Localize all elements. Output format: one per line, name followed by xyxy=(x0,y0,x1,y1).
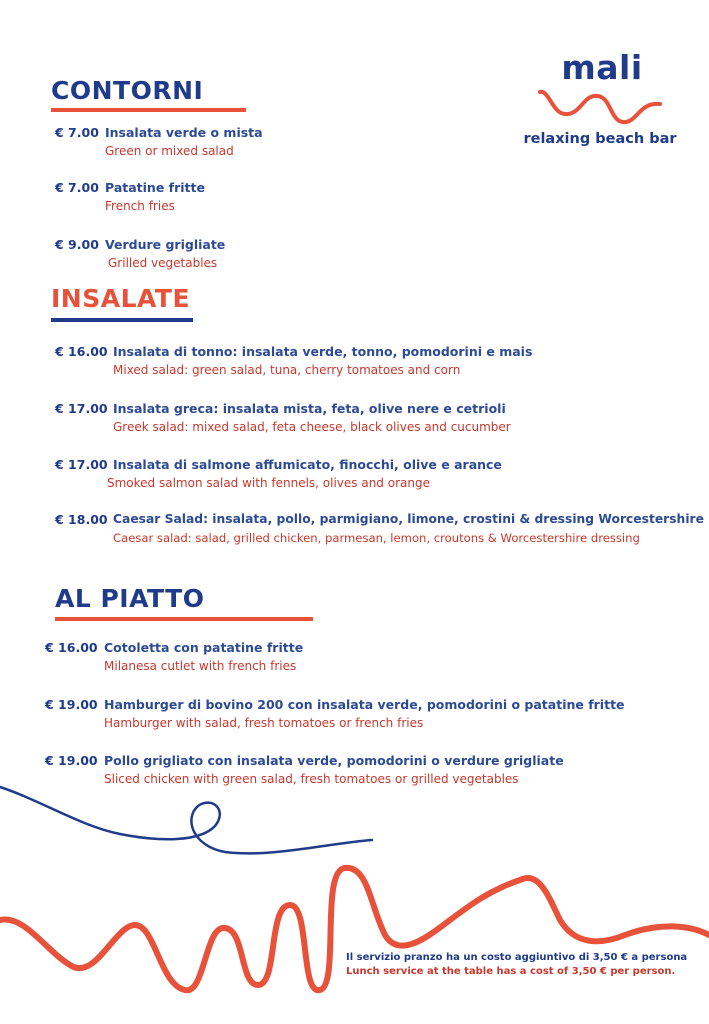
section-rule-contorni xyxy=(51,108,246,112)
item-translation: Hamburger with salad, fresh tomatoes or french fries xyxy=(104,716,424,730)
item-translation: French fries xyxy=(105,199,175,213)
item-translation: Caesar salad: salad, grilled chicken, parmesan, lemon, croutons & Worcestershire dressing xyxy=(113,531,640,545)
section-title-insalate: INSALATE xyxy=(51,284,191,313)
item-price: € 17.00 xyxy=(55,457,108,472)
item-translation: Smoked salmon salad with fennels, olives and orange xyxy=(107,476,430,490)
brand-name: mali xyxy=(561,48,643,87)
item-translation: Greek salad: mixed salad, feta cheese, black olives and cucumber xyxy=(113,420,511,434)
item-translation: Grilled vegetables xyxy=(108,256,218,270)
item-price: € 19.00 xyxy=(45,697,98,712)
item-price: € 17.00 xyxy=(55,401,108,416)
item-price: € 16.00 xyxy=(45,640,98,655)
section-title-contorni: CONTORNI xyxy=(51,76,204,105)
item-name: Pollo grigliato con insalata verde, pomodorini o verdure grigliate xyxy=(104,753,564,768)
item-translation: Green or mixed salad xyxy=(105,144,234,158)
navy-wave-line xyxy=(0,787,372,853)
item-translation: Sliced chicken with green salad, fresh tomatoes or grilled vegetables xyxy=(104,772,519,786)
item-translation: Milanesa cutlet with french fries xyxy=(104,659,297,673)
item-name: Verdure grigliate xyxy=(105,237,226,252)
section-title-al-piatto: AL PIATTO xyxy=(55,584,205,613)
section-rule-insalate xyxy=(51,318,193,322)
item-price: € 7.00 xyxy=(55,125,99,140)
section-rule-al-piatto xyxy=(55,617,313,621)
item-name: Insalata di tonno: insalata verde, tonno, pomodorini e mais xyxy=(113,344,533,359)
item-translation: Mixed salad: green salad, tuna, cherry tomatoes and corn xyxy=(113,363,461,377)
lunch-service-note-en: Lunch service at the table has a cost of 3,50 € per person. xyxy=(346,966,676,977)
brand-logo xyxy=(520,48,680,158)
logo-wave-icon xyxy=(538,86,663,131)
item-price: € 18.00 xyxy=(55,512,108,527)
item-price: € 9.00 xyxy=(55,237,99,252)
brand-tagline: relaxing beach bar xyxy=(523,131,677,147)
item-name: Insalata di salmone affumicato, finocchi, olive e arance xyxy=(113,457,502,472)
lunch-service-note-it: Il servizio pranzo ha un costo aggiuntivo di 3,50 € a persona xyxy=(346,952,688,963)
item-price: € 19.00 xyxy=(45,753,98,768)
item-name: Insalata verde o mista xyxy=(105,125,263,140)
item-name: Insalata greca: insalata mista, feta, olive nere e cetrioli xyxy=(113,401,506,416)
item-name: Caesar Salad: insalata, pollo, parmigiano, limone, crostini & dressing Worcestershire xyxy=(113,512,704,526)
item-name: Cotoletta con patatine fritte xyxy=(104,640,304,655)
item-name: Patatine fritte xyxy=(105,180,205,195)
item-name: Hamburger di bovino 200 con insalata verde, pomodorini o patatine fritte xyxy=(104,697,625,712)
item-price: € 7.00 xyxy=(55,180,99,195)
item-price: € 16.00 xyxy=(55,344,108,359)
